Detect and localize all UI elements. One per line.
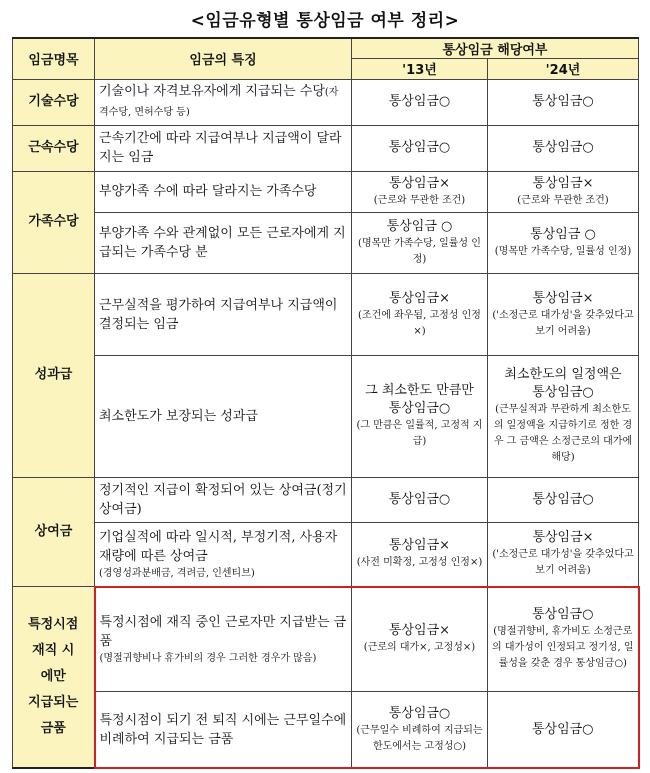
feature-cell: 특정시점이 되기 전 퇴직 시에는 근무일수에 비례하여 지급되는 금품	[95, 692, 352, 768]
category-line: 금품	[40, 721, 66, 737]
status-mark: 통상임금○	[532, 94, 594, 110]
status-note: (근무실적과 무관하게 최소한도의 일정액을 지급하기로 정한 경우 그 금액은 소정근로의 대가에 해당)	[493, 404, 633, 464]
status-note: (사전 미확정, 고정성 인정×)	[356, 557, 483, 569]
feature-cell: 정기적인 지급이 확정되어 있는 상여금(정기상여금)	[95, 477, 352, 523]
table-row	[13, 587, 639, 692]
status-2013-cell	[352, 79, 488, 126]
table-row	[13, 213, 639, 274]
status-2024-cell	[488, 126, 639, 172]
status-note: (그 만큼은 일률적, 고정적 지급)	[356, 420, 483, 448]
status-mark: 통상임금○	[531, 721, 594, 737]
header-status: 통상임금 해당여부	[352, 38, 639, 59]
status-note: (근무일수 비례하여 지급되는 한도에서는 고정성○)	[356, 724, 483, 752]
feature-cell	[95, 587, 352, 692]
feature-note: (자격수당, 면허수당 등)	[99, 87, 339, 119]
category-cell: 기술수당	[13, 79, 95, 126]
status-note: (조건에 좌우됨, 고정성 인정×)	[358, 309, 481, 337]
status-head: 최소한도의 일정액은	[504, 367, 622, 383]
status-mark: 통상임금○	[388, 401, 451, 417]
status-mark: 통상임금○	[388, 140, 451, 156]
feature-cell	[95, 523, 352, 587]
header-wage-feature: 임금의 특징	[95, 38, 352, 79]
status-2024-cell	[488, 692, 639, 768]
status-2013-cell	[352, 587, 488, 692]
table-row	[13, 692, 639, 768]
header-year-2024: '24년	[488, 59, 639, 79]
header-year-2013: '13년	[352, 59, 488, 79]
status-2024-cell	[488, 171, 639, 213]
status-mark: 통상임금×	[388, 623, 451, 639]
status-2024-cell	[488, 587, 639, 692]
status-note: (명절귀향비, 휴가비도 소정근로의 대가성이 인정되고 정기성, 일률성을 갖춘 경우 통상임금○)	[492, 626, 634, 670]
table-row	[13, 79, 639, 126]
feature-text: 기술이나 자격보유자에게 지급되는 수당	[99, 84, 325, 100]
status-note: ('소정근로 대가성'을 갖추었다고 보기 어려움)	[492, 549, 634, 577]
status-note: ('소정근로 대가성'을 갖추었다고 보기 어려움)	[492, 309, 634, 337]
status-2024-cell	[488, 356, 639, 478]
status-2024-cell	[488, 274, 639, 356]
feature-cell: 부양가족 수에 따라 달라지는 가족수당	[95, 171, 352, 213]
category-cell	[13, 587, 95, 768]
category-line: 재직 시	[32, 643, 75, 659]
status-mark: 통상임금 ○	[530, 227, 596, 243]
feature-text: 특정시점에 재직 중인 근로자만 지급받는 금품	[99, 614, 347, 649]
status-mark: 통상임금○	[388, 705, 451, 721]
feature-cell	[95, 79, 352, 126]
category-cell: 성과급	[13, 274, 95, 478]
status-head: 그 최소한도 만큼만	[365, 383, 474, 399]
status-2024-cell	[488, 523, 639, 587]
feature-text: 기업실적에 따라 일시적, 부정기적, 사용자 재량에 따른 상여금	[99, 529, 338, 564]
status-mark: 통상임금○	[532, 491, 594, 507]
status-mark: 통상임금×	[388, 290, 451, 306]
status-mark: 통상임금×	[532, 530, 594, 546]
table-row	[13, 477, 639, 523]
status-2013-cell	[352, 692, 488, 768]
status-2024-cell	[488, 477, 639, 523]
status-2013-cell	[352, 477, 488, 523]
status-mark: 통상임금○	[531, 607, 594, 623]
status-mark: 통상임금×	[532, 290, 594, 306]
status-2024-cell	[488, 213, 639, 274]
status-2013-cell	[352, 126, 488, 172]
status-note: (근로와 무관한 조건)	[517, 194, 609, 206]
status-2013-cell	[352, 171, 488, 213]
feature-note: (명절귀향비나 휴가비의 경우 그러한 경우가 많음)	[99, 652, 317, 664]
status-mark: 통상임금 ○	[386, 219, 453, 235]
page-title: <임금유형별 통상임금 여부 정리>	[190, 11, 460, 31]
table-row	[13, 356, 639, 478]
status-mark: 통상임금×	[388, 538, 451, 554]
status-mark: 통상임금○	[388, 94, 451, 110]
status-2013-cell	[352, 274, 488, 356]
table-row	[13, 126, 639, 172]
status-mark: 통상임금×	[388, 175, 451, 191]
feature-cell: 부양가족 수와 관계없이 모든 근로자에게 지급되는 가족수당 분	[95, 213, 352, 274]
feature-cell: 근속기간에 따라 지급여부나 지급액이 달라지는 임금	[95, 126, 352, 172]
category-cell: 상여금	[13, 477, 95, 586]
status-note: (명목만 가족수당, 일률성 인정)	[358, 238, 481, 266]
status-mark: 통상임금○	[532, 140, 594, 156]
table-row	[13, 274, 639, 356]
status-note: (근로의 대가×, 고정성×)	[363, 642, 476, 654]
header-wage-name: 임금명목	[13, 38, 95, 79]
status-mark: 통상임금×	[532, 175, 594, 191]
table-row	[13, 523, 639, 587]
status-2024-cell	[488, 79, 639, 126]
category-cell: 가족수당	[13, 171, 95, 273]
category-cell: 근속수당	[13, 126, 95, 172]
feature-note: (경영성과분배금, 격려금, 인센티브)	[99, 567, 255, 579]
category-line: 에만	[40, 669, 66, 685]
category-line: 특정시점	[28, 617, 79, 633]
category-line: 지급되는	[28, 695, 79, 711]
status-2013-cell	[352, 213, 488, 274]
table-row	[13, 171, 639, 213]
status-2013-cell	[352, 356, 488, 478]
feature-cell: 최소한도가 보장되는 성과급	[95, 356, 352, 478]
status-note: (명목만 가족수당, 일률성 인정)	[494, 246, 632, 258]
feature-cell: 근무실적을 평가하여 지급여부나 지급액이 결정되는 임금	[95, 274, 352, 356]
status-mark: 통상임금○	[532, 385, 594, 401]
header-row	[13, 38, 639, 59]
status-note: (근로와 무관한 조건)	[373, 194, 466, 206]
wage-classification-table	[12, 37, 640, 769]
status-mark: 통상임금○	[388, 491, 451, 507]
status-2013-cell	[352, 523, 488, 587]
